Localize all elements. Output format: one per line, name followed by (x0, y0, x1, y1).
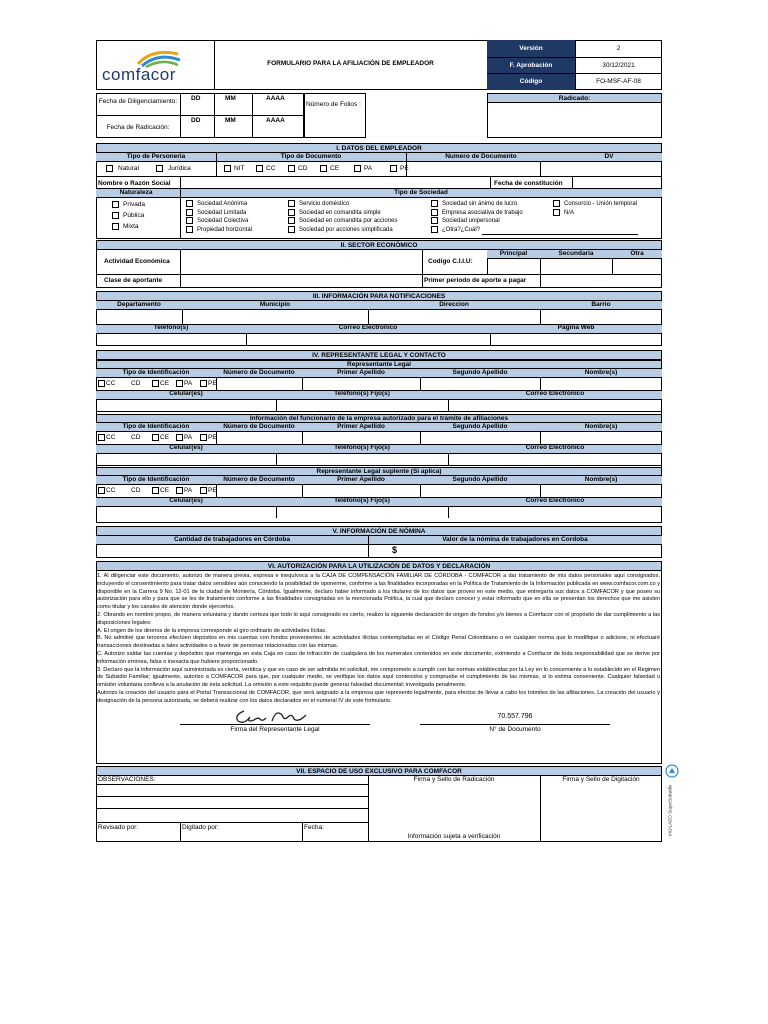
firma-radicacion-label: Firma y Sello de Radicación (413, 776, 495, 783)
documento-value: 70.557.796 (497, 713, 533, 720)
section-4-title: IV. REPRESENTANTE LEGAL Y CONTACTO (96, 350, 662, 360)
fecha-label: Fecha: (304, 824, 324, 831)
checkbox-id-ce[interactable] (152, 380, 159, 387)
section-2-title: II. SECTOR ECONÓMICO (96, 240, 662, 250)
checkbox-sociedad[interactable] (186, 217, 193, 224)
sociedad-label: Sociedad en comandita por acciones (299, 218, 398, 224)
sociedad-label: Sociedad Limitada (197, 209, 247, 216)
fecha-radicacion-label: Fecha de Radicación: (106, 124, 170, 131)
checkbox-id-cc[interactable] (98, 380, 105, 387)
revisado-label: Revisado por: (98, 824, 139, 831)
checkbox-sociedad[interactable] (431, 217, 438, 224)
documento-label: N° de Documento (489, 726, 541, 733)
id-type-label: CD (131, 487, 141, 494)
checkbox-natural[interactable] (106, 165, 113, 172)
section-3-title: III. INFORMACIÓN PARA NOTIFICACIONES (96, 291, 662, 301)
correo-header: Correo Electrónico (525, 444, 585, 451)
natural-label: Natural (118, 165, 139, 172)
code-label: Código (519, 78, 543, 85)
id-type-label: CE (160, 487, 170, 494)
dv-header: DV (604, 153, 614, 160)
firma-digitacion-label: Firma y Sello de Digitación (562, 776, 640, 783)
checkbox-sociedad[interactable] (288, 217, 295, 224)
supersubsidio-icon (665, 764, 679, 778)
id-type-label: CC (106, 380, 116, 387)
checkbox-id-pa[interactable] (176, 487, 183, 494)
telefonos-header: Teléfono(s) (153, 324, 189, 331)
paragraph-c: C. Autorizo saldar las cuentas y depósitos que mantenga en esta Caja en caso de infracción de cualquiera de los numerales contenidos en este documento, eximiendo a Comfacor de toda responsabilidad que se derive por información errónea, falsa o inexacta que hubiere proporcionado. (97, 650, 660, 665)
valor-nomina-header: Valor de la nómina de trabajadores en Cordoba (442, 536, 588, 543)
paragraph-b: B. No admitiré que terceros efectúen depósitos en mis cuentas con fondos provenientes de actividades ilícitas contempladas en el Código Penal Colombiano o en cualquier norma que lo modifique o adicione, ni efectuaré transacciones destinadas a tales actividades o a favor de personas relacionadas con las mismas. (97, 635, 660, 650)
checkbox-id-pe[interactable] (200, 434, 207, 441)
tipo_id-header: Tipo de Identificación (122, 476, 190, 483)
tel_fijo-header: Teléfono(s) Fijo(s) (334, 390, 390, 397)
checkbox-sociedad[interactable] (553, 209, 560, 216)
otra-header: Otra (630, 250, 644, 257)
id-type-label: PE (208, 434, 217, 441)
dd-label: DD (191, 95, 201, 102)
paragraph-4: Autorizo la creación del usuario para el Portal Transaccional de COMFACOR, que será asignado a la empresa que represento legalmente, para efectos de llevar a cabo los trámites de las afiliaciones. La creación del usuario y designación de la persona autorizada, se deberá realizar con los datos declarados en el numeral IV de este formulario. (97, 689, 660, 704)
checkbox-doc-pa[interactable] (354, 165, 361, 172)
principal-header: Principal (499, 250, 528, 257)
checkbox-sociedad[interactable] (186, 209, 193, 216)
dd-label-2: DD (191, 117, 201, 124)
section-1-title: I. DATOS DEL EMPLEADOR (96, 143, 662, 153)
version-label: Versión (519, 45, 543, 52)
fecha-diligenciamiento-label: Fecha de Diligenciamiento: (98, 98, 178, 105)
tipo_id-header: Tipo de Identificación (122, 369, 190, 376)
tel_fijo-header: Teléfono(s) Fijo(s) (334, 497, 390, 504)
naturaleza-label: Pública (123, 212, 145, 219)
checkbox-naturaleza[interactable] (112, 212, 119, 219)
primer_apellido-header: Primer Apellido (337, 369, 385, 376)
observaciones-label: OBSERVACIONES: (98, 776, 156, 783)
id-type-label: CD (131, 434, 141, 441)
id-type-label: CC (106, 434, 116, 441)
paragraph-3: 3. Declaro que la información aquí suministrada es cierta, verídica y que en caso de ser admitida mi solicitud, me comprometo a cumplir con las normas establecidas por la Ley en lo concerniente a lo establecido en el Regimen de Subsidio Familiar; igualmente, autorizo a COMFACOR para que, por cualquier medio, se verifique los datos aquí contenidos y compruebe el cumplimiento de las mismas, si lo estima conveniente. Cualquier falsedad u omisión voluntaria conlleva a la anulación de esta solicitud. La omisión a este requisito puede generar falsedad documental; investigada penalmente. (97, 666, 660, 689)
checkbox-id-pa[interactable] (176, 380, 183, 387)
nombres-header: Nombre(s) (584, 423, 618, 430)
num_doc-header: Número de Documento (223, 423, 295, 430)
sociedad-label: Sociedad Anónima (197, 201, 248, 207)
aaaa-label-2: AAAA (266, 117, 285, 124)
actividad-economica-label: Actividad Económica (104, 258, 170, 265)
celular-header: Celular(es) (169, 444, 203, 451)
id-type-label: CE (160, 434, 170, 441)
doc-type-label: PA (364, 165, 373, 172)
checkbox-id-pe[interactable] (200, 487, 207, 494)
tipo-sociedad-header: Tipo de Sociedad (394, 189, 448, 196)
naturaleza-header: Naturaleza (119, 189, 153, 196)
checkbox-id-ce[interactable] (152, 434, 159, 441)
tipo_id-header: Tipo de Identificación (122, 423, 190, 430)
mm-label-2: MM (225, 117, 236, 124)
sociedad-label: N/A (564, 209, 575, 216)
doc-type-label: PE (400, 165, 409, 172)
correo-header: Correo Electronico (338, 324, 398, 331)
checkbox-naturaleza[interactable] (112, 201, 119, 208)
juridica-label: Jurídica (168, 165, 191, 172)
numero-documento-header: Numero de Documento (445, 153, 517, 160)
id-type-label: PE (208, 380, 217, 387)
mm-label: MM (225, 95, 236, 102)
id-type-label: PA (184, 487, 193, 494)
checkbox-doc-cc[interactable] (256, 165, 263, 172)
id-type-label: PA (184, 434, 193, 441)
paragraph-a: A. El origen de los dineros de la empresa corresponde al giro ordinario de actividades lícitas. (97, 627, 327, 634)
segundo_apellido-header: Segundo Apellido (452, 369, 508, 376)
aaaa-label: AAAA (266, 95, 285, 102)
num_doc-header: Número de Documento (223, 369, 295, 376)
authorization-text (97, 573, 660, 706)
sociedad-label: Servicio doméstico (299, 201, 350, 207)
checkbox-id-cc[interactable] (98, 487, 105, 494)
logo-text: comfacor (102, 65, 176, 84)
checkbox-sociedad[interactable] (431, 226, 438, 233)
approval-value: 30/12/2021 (602, 62, 635, 69)
celular-header: Celular(es) (169, 497, 203, 504)
checkbox-doc-nit[interactable] (224, 165, 231, 172)
naturaleza-label: Privada (123, 201, 146, 208)
paragraph-2: 2. Obrando en nombre propio, de manera voluntaria y dando certeza que todo lo aquí consignado es cierto, realizo la siguiente declaración de origen de fondos y/o bienes a Comfacor con el propósito de dar cumplimiento a las disposiciones legales: (97, 611, 660, 626)
fecha-constitucion-label: Fecha de constitución (494, 180, 563, 187)
radicado-label: Radicado: (487, 93, 662, 103)
id-type-label: CC (106, 487, 116, 494)
sociedad-label: Sociedad en comandita simple (299, 209, 381, 216)
secundaria-header: Secundaria (558, 250, 594, 257)
section-5-title: V. INFORMACIÓN DE NÓMINA (96, 526, 662, 536)
code-value: FO-MSF-AF-08 (596, 78, 641, 85)
num_doc-header: Número de Documento (223, 476, 295, 483)
nombres-header: Nombre(s) (584, 369, 618, 376)
codigo-ciiu-label: Codigo C.I.I.U: (428, 258, 473, 265)
departamento-header: Departamento (117, 301, 161, 308)
sociedad-label: Empresa asociativa de trabajo (442, 209, 523, 216)
tipo-personeria-header: Tipo de Personería (126, 153, 186, 160)
sociedad-label: Sociedad Colectiva (197, 218, 249, 224)
checkbox-sociedad[interactable] (186, 200, 193, 207)
segundo_apellido-header: Segundo Apellido (452, 476, 508, 483)
checkbox-id-pe[interactable] (200, 380, 207, 387)
rep-subtitle: Información del funcionario de la empresa autorizado para el trámite de afiliaciones (96, 414, 662, 423)
checkbox-sociedad[interactable] (431, 200, 438, 207)
doc-type-label: NIT (234, 165, 245, 172)
checkbox-sociedad[interactable] (288, 226, 295, 233)
tipo-documento-header: Tipo de Documento (280, 153, 342, 160)
cantidad-trabajadores-header: Cantidad de trabajadores en Córdoba (174, 536, 290, 543)
checkbox-doc-ce[interactable] (320, 165, 327, 172)
naturaleza-label: Mixta (123, 223, 139, 230)
verificacion-label: Información sujeta a verificación (407, 833, 501, 840)
clase-aportante-label: Clase de aportante (104, 277, 163, 284)
rep-subtitle: Representante Legal (96, 360, 662, 369)
folios-field[interactable] (304, 93, 366, 138)
checkbox-juridica[interactable] (156, 165, 163, 172)
doc-type-label: CC (266, 165, 276, 172)
paragraph-1: 1. Al diligenciar este documento, autorizo de manera previa, expresa e inequívoca a la CAJA DE COMPENSACIÓN FAMILIAR DE CÓRDOBA - COMFACOR a dar tratamiento de mis datos personales aquí consignados, incluyendo el consentimiento para tratar datos sensibles aún conociendo la posibilidad de oponerme, conforme a las finalidades incorporadas en la Política de Tratamiento de la Información publicada en www.comfacor.com.co y disponible en la Carrera 9 No. 12-01 de la ciudad de Montería, Córdoba. Igualmente, declaro haber informado a los titulares de los datos que proveo en este medio, que entregaría sus datos a COMFACOR y que poseo su autorización para ello y para que se les de tratamiento conforme a las finalidades consignadas en la mencionada Política, la cual que declaro conocer y estar informado que en ella se presentan los derechos que me asisten como titular y los canales de atención donde ejercerlos. (97, 573, 660, 611)
section-7-title: VII. ESPACIO DE USO EXCLUSIVO PARA COMFACOR (96, 766, 662, 776)
checkbox-id-pa[interactable] (176, 434, 183, 441)
doc-type-label: CD (298, 165, 308, 172)
barrio-header: Barrio (591, 301, 611, 308)
id-type-label: CD (131, 380, 141, 387)
direccion-header: Direccion (439, 301, 469, 308)
sociedad-label: Sociedad sin ánimo de lucro (442, 201, 518, 207)
vigilado-mark: VIGILADO SuperSubsidio (667, 784, 673, 837)
doc-type-label: CE (330, 165, 340, 172)
section-6-title: VI. AUTORIZACIÓN PARA LA UTILIZACIÓN DE DATOS Y DECLARACIÓN (96, 561, 662, 571)
id-type-label: PE (208, 487, 217, 494)
checkbox-id-ce[interactable] (152, 487, 159, 494)
rep-subtitle: Representante Legal suplente (Si aplica) (96, 467, 662, 476)
sociedad-label: Propiedad horizontal (197, 226, 253, 233)
tel_fijo-header: Teléfono(s) Fijo(s) (334, 444, 390, 451)
version-value: 2 (616, 45, 621, 52)
id-type-label: PA (184, 380, 193, 387)
razon-social-label: Nombre o Razón Social (98, 180, 171, 187)
checkbox-doc-pe[interactable] (390, 165, 397, 172)
sociedad-label: Consorcio - Unión temporal (564, 201, 638, 207)
primer_apellido-header: Primer Apellido (337, 476, 385, 483)
form-title: FORMULARIO PARA LA AFILIACIÓN DE EMPLEADOR (267, 60, 434, 67)
nombres-header: Nombre(s) (584, 476, 618, 483)
correo-header: Correo Electrónico (525, 390, 585, 397)
firma-representante-label: Firma del Representante Legal (230, 726, 320, 733)
checkbox-id-cc[interactable] (98, 434, 105, 441)
checkbox-naturaleza[interactable] (112, 223, 119, 230)
celular-header: Celular(es) (169, 390, 203, 397)
digitado-label: Digitado por: (182, 824, 219, 831)
sociedad-label: Sociedad por acciones simplificada (299, 226, 393, 233)
checkbox-sociedad[interactable] (288, 209, 295, 216)
segundo_apellido-header: Segundo Apellido (452, 423, 508, 430)
sociedad-label: Sociedad unipersonal (442, 218, 500, 224)
checkbox-doc-cd[interactable] (288, 165, 295, 172)
comfacor-logo (100, 44, 210, 86)
pagina-web-header: Pagina Web (557, 324, 595, 331)
correo-header: Correo Electrónico (525, 497, 585, 504)
checkbox-sociedad[interactable] (431, 209, 438, 216)
id-type-label: CE (160, 380, 170, 387)
approval-label: F. Aprobación (509, 62, 553, 69)
primer_apellido-header: Primer Apellido (337, 423, 385, 430)
checkbox-sociedad[interactable] (553, 200, 560, 207)
municipio-header: Municipio (259, 301, 291, 308)
checkbox-sociedad[interactable] (288, 200, 295, 207)
folios-label: Número de Folios : (306, 101, 361, 108)
sociedad-label: ¿Otra?¿Cuál? (442, 226, 481, 233)
checkbox-sociedad[interactable] (186, 226, 193, 233)
primer-periodo-label: Primer periodo de aporte a pagar (424, 277, 527, 284)
dollar-sign: $ (392, 545, 398, 555)
